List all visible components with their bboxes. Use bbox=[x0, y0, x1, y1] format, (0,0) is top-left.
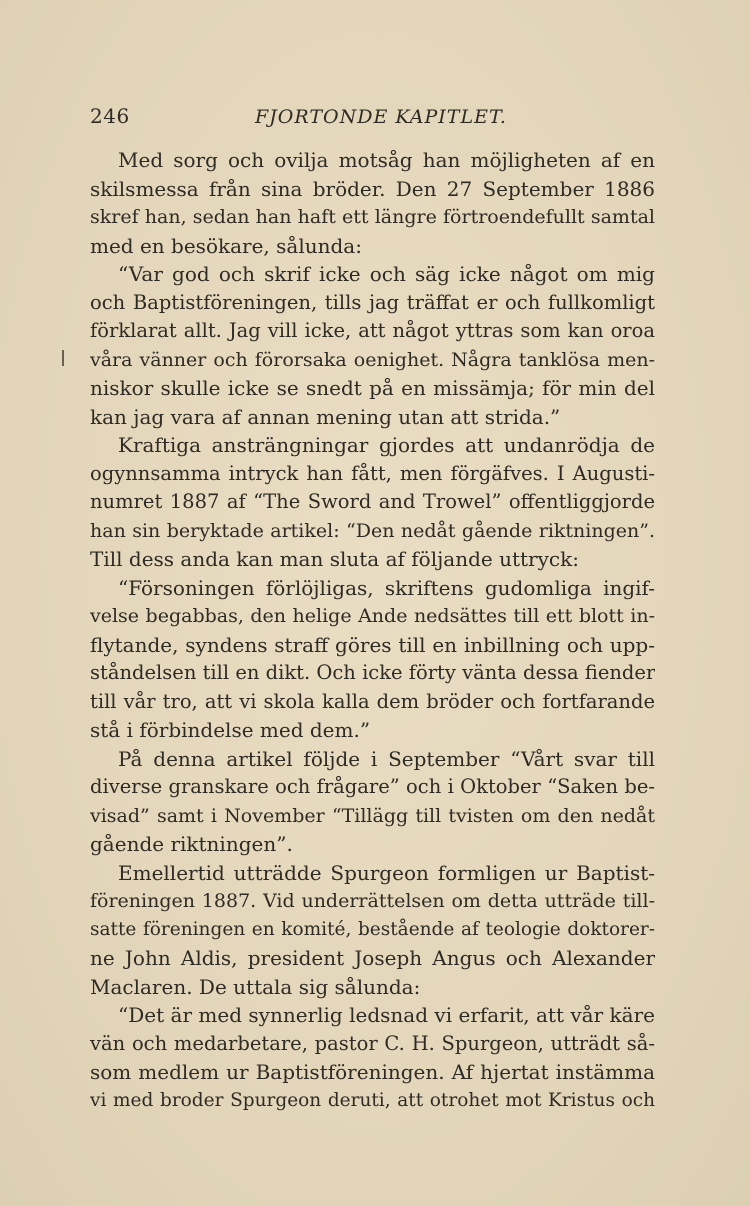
page-header bbox=[90, 104, 660, 144]
text-line: förklarat allt. Jag vill icke, att något yttras som kan oroa bbox=[90, 319, 655, 342]
text-line: kan jag vara af annan mening utan att strida.” bbox=[90, 404, 561, 429]
text-line: velse begabbas, den helige Ande nedsättes till ett blott in- bbox=[90, 605, 655, 627]
text-line: Med sorg och ovilja motsåg han möjligheten af en bbox=[118, 148, 655, 172]
text-line: satte föreningen en komité, bestående af teologie doktorer- bbox=[90, 918, 655, 940]
text-line: gående riktningen”. bbox=[90, 832, 293, 856]
text-line: stå i förbindelse med dem.” bbox=[90, 718, 371, 742]
page-number: 246 bbox=[90, 104, 130, 128]
text-line: vän och medarbetare, pastor C. H. Spurgeon, utträdt så- bbox=[90, 1031, 655, 1055]
text-line: visad” samt i November “Tillägg till tvisten om den nedåt bbox=[90, 804, 655, 827]
running-head: FJORTONDE KAPITLET. bbox=[255, 106, 507, 128]
text-line: våra vänner och förorsaka oenighet. Några tanklösa men- bbox=[90, 348, 655, 371]
margin-mark bbox=[62, 350, 64, 366]
text-line: På denna artikel följde i September “Vårt svar till bbox=[118, 746, 655, 771]
text-line: Maclaren. De uttala sig sålunda: bbox=[90, 974, 421, 999]
text-line: flytande, syndens straff göres till en inbillning och upp- bbox=[90, 632, 655, 657]
text-line: ogynnsamma intryck han fått, men förgäfves. I Augusti- bbox=[90, 461, 655, 485]
text-line: med en besökare, sålunda: bbox=[90, 233, 362, 258]
text-line: “Försoningen förlöjligas, skriftens gudomliga ingif- bbox=[118, 575, 655, 600]
text-line: till vår tro, att vi skola kalla dem bröder och fortfarande bbox=[90, 689, 655, 713]
text-line: Kraftiga ansträngningar gjordes att undanrödja de bbox=[118, 433, 655, 457]
text-line: Till dess anda kan man sluta af följande uttryck: bbox=[90, 547, 579, 571]
text-line: han sin beryktade artikel: “Den nedåt gående riktningen”. bbox=[90, 519, 655, 542]
text-line: Emellertid utträdde Spurgeon formligen ur Baptist- bbox=[118, 860, 655, 885]
text-line: ståndelsen till en dikt. Och icke förty vänta dessa fiender bbox=[90, 661, 655, 684]
text-line: ne John Aldis, president Joseph Angus och Alexander bbox=[90, 946, 655, 970]
text-line: numret 1887 af “The Sword and Trowel” offentliggjorde bbox=[90, 490, 655, 513]
text-line: skref han, sedan han haft ett längre förtroendefullt samtal bbox=[90, 206, 655, 228]
text-line: föreningen 1887. Vid underrättelsen om detta utträde till- bbox=[90, 890, 655, 912]
text-line: “Var god och skrif icke och säg icke något om mig bbox=[118, 262, 655, 286]
text-line: som medlem ur Baptistföreningen. Af hjertat instämma bbox=[90, 1060, 655, 1084]
text-line: och Baptistföreningen, tills jag träffat er och fullkomligt bbox=[90, 290, 655, 314]
text-line: diverse granskare och frågare” och i Oktober “Saken be- bbox=[90, 775, 655, 798]
text-line: “Det är med synnerlig ledsnad vi erfarit, att vår käre bbox=[118, 1003, 655, 1027]
text-line: niskor skulle icke se snedt på en missämja; för min del bbox=[90, 376, 655, 400]
text-line: skilsmessa från sina bröder. Den 27 September 1886 bbox=[90, 176, 655, 201]
body-text bbox=[90, 146, 655, 1115]
text-line: vi med broder Spurgeon deruti, att otrohet mot Kristus och bbox=[90, 1089, 655, 1111]
